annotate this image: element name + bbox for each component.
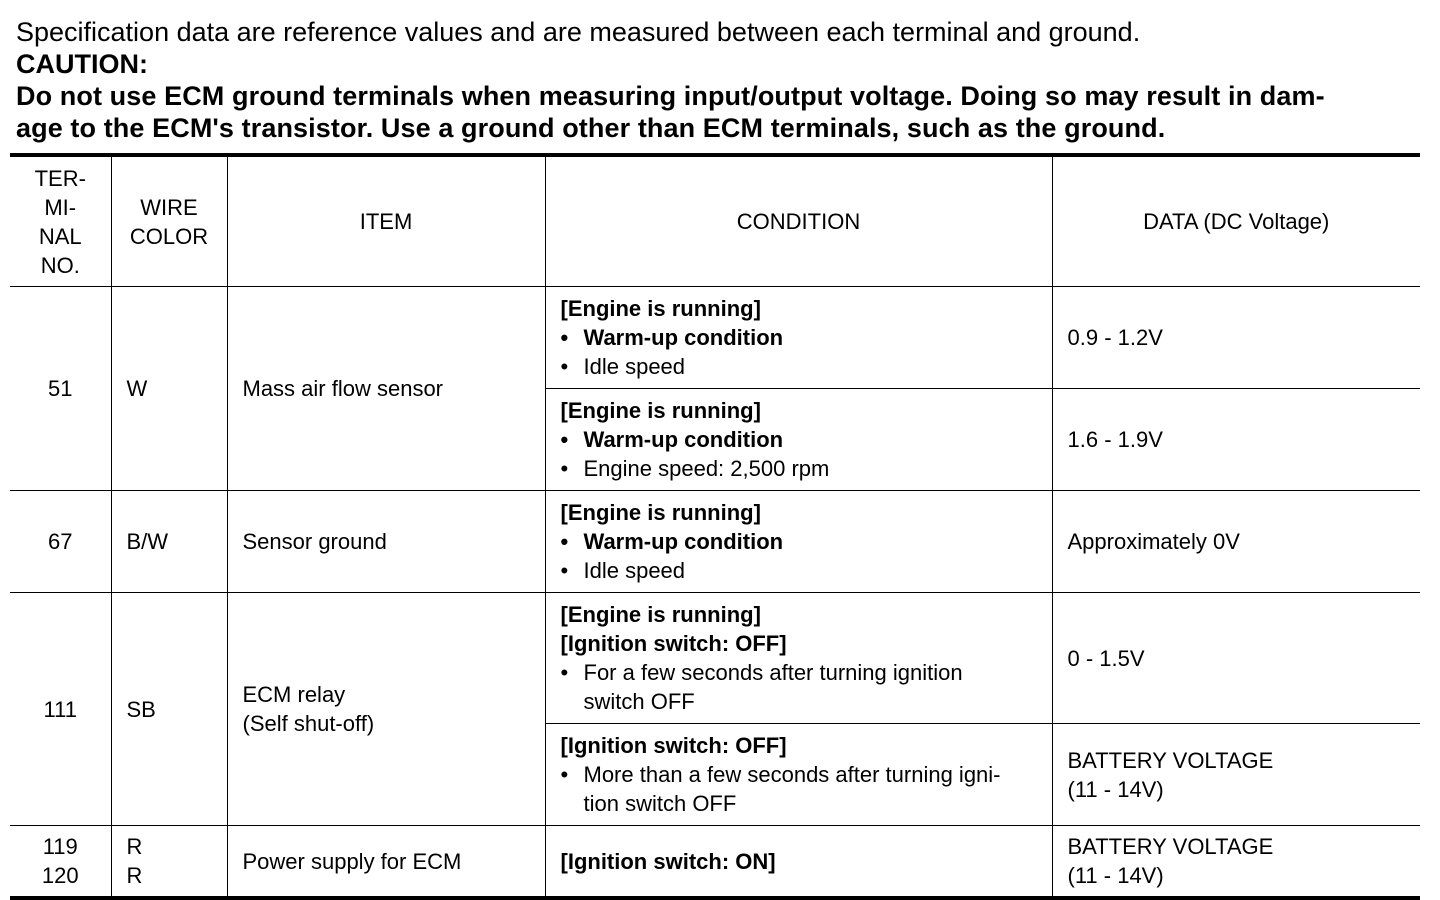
- data-value: Approximately 0V: [1052, 491, 1420, 593]
- data-value: 0 - 1.5V: [1052, 593, 1420, 724]
- table-row: [10, 593, 1420, 724]
- caution-line-1: Do not use ECM ground terminals when measuring input/output voltage. Doing so may result in dam-: [16, 81, 1325, 111]
- item-name: Power supply for ECM: [227, 826, 545, 899]
- data-value: 1.6 - 1.9V: [1052, 389, 1420, 491]
- header-data: DATA (DC Voltage): [1052, 155, 1420, 287]
- table-header-row: [10, 155, 1420, 287]
- intro-text: [16, 16, 1426, 144]
- table-row: [10, 826, 1420, 899]
- data-value: BATTERY VOLTAGE (11 - 14V): [1052, 826, 1420, 899]
- condition-cell: [Ignition switch: OFF] • More than a few seconds after turning igni- tion switch OFF: [545, 724, 1052, 826]
- header-terminal-no: TER- MI- NAL NO.: [10, 155, 111, 287]
- terminal-number: 119 120: [10, 826, 111, 899]
- terminal-spec-table: [10, 153, 1420, 900]
- terminal-number: 51: [10, 287, 111, 491]
- terminal-number: 67: [10, 491, 111, 593]
- caution-line-2: age to the ECM's transistor. Use a ground other than ECM terminals, such as the ground.: [16, 113, 1166, 143]
- header-item: ITEM: [227, 155, 545, 287]
- header-wire-color: WIRE COLOR: [111, 155, 227, 287]
- condition-cell: [Engine is running] • Warm-up condition • Engine speed: 2,500 rpm: [545, 389, 1052, 491]
- data-value: 0.9 - 1.2V: [1052, 287, 1420, 389]
- condition-cell: [Engine is running] • Warm-up condition • Idle speed: [545, 287, 1052, 389]
- wire-color: R R: [111, 826, 227, 899]
- item-name: Sensor ground: [227, 491, 545, 593]
- reference-note: Specification data are reference values and are measured between each terminal and ground.: [16, 17, 1141, 47]
- condition-cell: [Ignition switch: ON]: [545, 826, 1052, 899]
- wire-color: B/W: [111, 491, 227, 593]
- table-row: [10, 287, 1420, 389]
- caution-title: CAUTION:: [16, 49, 148, 79]
- item-name: Mass air flow sensor: [227, 287, 545, 491]
- terminal-number: 111: [10, 593, 111, 826]
- wire-color: W: [111, 287, 227, 491]
- data-value: BATTERY VOLTAGE (11 - 14V): [1052, 724, 1420, 826]
- condition-cell: [Engine is running] [Ignition switch: OFF] • For a few seconds after turning ignition switch OFF: [545, 593, 1052, 724]
- header-condition: CONDITION: [545, 155, 1052, 287]
- item-name: ECM relay (Self shut-off): [227, 593, 545, 826]
- table-row: [10, 491, 1420, 593]
- wire-color: SB: [111, 593, 227, 826]
- condition-cell: [Engine is running] • Warm-up condition • Idle speed: [545, 491, 1052, 593]
